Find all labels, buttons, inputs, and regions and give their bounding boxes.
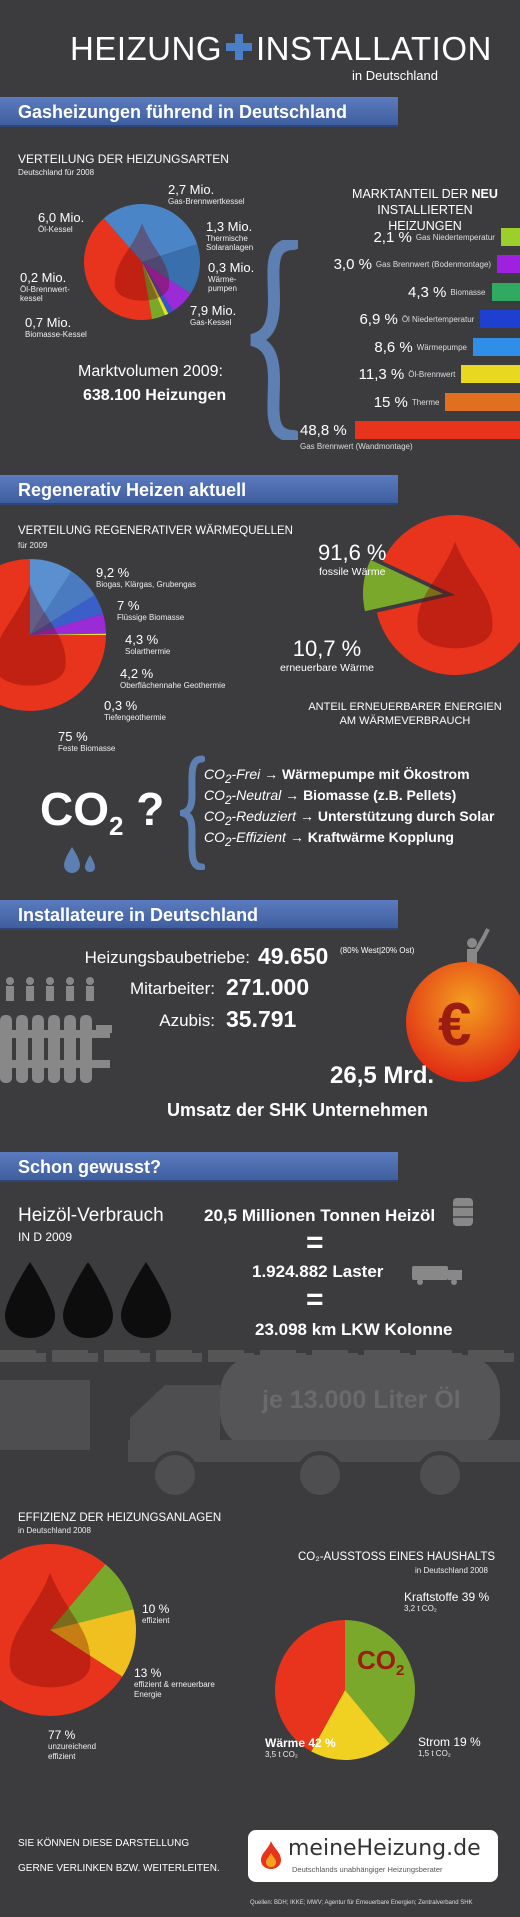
pie2-title: VERTEILUNG REGENERATIVER WÄRMEQUELLEN [18, 525, 293, 537]
market-bar-value: 2,1 % [373, 228, 412, 246]
pie5-label-unzureichend: 77 % unzureichend effizient [48, 1728, 97, 1761]
market-bar-value: 6,9 % [359, 310, 398, 328]
footer-line2: GERNE VERLINKEN BZW. WEITERLEITEN. [18, 1863, 220, 1874]
renewable-share-caption: ANTEIL ERNEUERBARER ENERGIEN AM WÄRMEVERBRAUCH [308, 701, 502, 727]
sources: Quellen: BDH; IKKE; MWV; Agentur für Erneuerbare Energien; Zentralverband SHK [250, 1900, 473, 1906]
revenue-value: 26,5 Mrd. [330, 1062, 435, 1089]
footer-line1: SIE KÖNNEN DIESE DARSTELLUNG [18, 1838, 190, 1849]
row2-label: Mitarbeiter: [129, 979, 215, 998]
market-volume-value: 638.100 Heizungen [83, 387, 227, 404]
barrel-icon [452, 1196, 474, 1228]
brace-icon [248, 240, 298, 440]
fossil-share: 91,6 % fossile Wärme [318, 540, 387, 578]
market-share-title: MARKTANTEIL DER NEU INSTALLIERTEN HEIZUNGEN [352, 187, 498, 233]
market-bar-value: 48,8 % [300, 421, 347, 439]
market-bar-label: Therme [411, 397, 440, 407]
brace-icon-co2 [180, 755, 205, 870]
market-bar-value: 4,3 % [408, 283, 447, 301]
market-bar-value: 3,0 % [333, 255, 372, 273]
revenue-label: Umsatz der SHK Unternehmen [167, 1100, 429, 1120]
market-bar-label: Öl Niedertemperatur [401, 314, 475, 324]
co2-center-text: $CO_2$ [357, 1645, 405, 1680]
logo-tagline: Deutschlands unabhängiger Heizungsberater [292, 1865, 443, 1874]
market-bar-row [300, 421, 520, 451]
flame-logo-icon [260, 1840, 282, 1870]
row3-value: 35.791 [226, 1006, 297, 1032]
pie6-title: CO₂-AUSSTOSS EINES HAUSHALTS [298, 1551, 496, 1563]
pie1-subtitle: Deutschland für 2008 [18, 168, 95, 177]
pie2-label-solar: 4,3 % Solarthermie [125, 632, 171, 656]
co2-line-neutral: $CO_2$-Neutral → Biomasse (z.B. Pellets) [204, 787, 457, 807]
market-bar [492, 283, 520, 301]
pie1-label-gasbrennwert: 2,7 Mio. Gas-Brennwertkessel [168, 182, 245, 206]
market-bar [445, 393, 520, 411]
market-bar-label: Wärmepumpe [416, 342, 467, 352]
section-banner-schon-gewusst [0, 1152, 398, 1182]
market-bar [355, 421, 520, 439]
title-left: HEIZUNG [70, 30, 222, 67]
pie2-label-feste-biomasse: 75 % Feste Biomasse [58, 729, 116, 753]
fact-kolonne: 23.098 km LKW Kolonne [255, 1320, 453, 1339]
pie2-label-fluessig: 7 % Flüssige Biomasse [117, 598, 185, 622]
fact-laster: 1.924.882 Laster [252, 1262, 384, 1281]
co2-list [204, 766, 514, 850]
market-bar-label: Gas Brennwert (Wandmontage) [300, 442, 413, 451]
oil-subtitle: IN D 2009 [18, 1230, 73, 1244]
market-bar-row [334, 255, 520, 273]
equals-sign-2: = [306, 1283, 324, 1316]
market-bar-row [374, 393, 520, 411]
truck-convoy-icon [0, 1350, 520, 1505]
row1-value: 49.650 [258, 943, 329, 969]
pie6-label-strom: Strom 19 % 1,5 t CO₂ [418, 1735, 481, 1758]
section-banner-regenerativ [0, 475, 398, 505]
pie1-label-oelbrennwert: 0,2 Mio. Öl-Brennwert- kessel [20, 270, 70, 303]
oil-drops-icon [0, 1260, 180, 1340]
market-bar-row [359, 365, 520, 383]
pie5-label-effizient: 10 % effizient [142, 1602, 170, 1625]
section-banner-gas [0, 97, 398, 127]
pie6-label-waerme: Wärme 42 % 3,5 t CO₂ [265, 1736, 336, 1759]
co2-line-reduziert: $CO_2$-Reduziert → Unterstützung durch Solar [204, 808, 495, 828]
market-bar-value: 15 % [373, 393, 408, 411]
euro-symbol: € [438, 991, 472, 1058]
plus-icon [224, 32, 254, 62]
pie-heating-types [80, 200, 205, 325]
market-bar-label: Öl-Brennwert [408, 369, 456, 379]
pie6-label-kraftstoffe: Kraftstoffe 39 % 3,2 t CO₂ [404, 1590, 490, 1613]
equals-sign: = [306, 1226, 324, 1259]
pie1-label-gaskessel: 7,9 Mio. Gas-Kessel [190, 303, 237, 327]
pie1-label-waermepumpen: 0,3 Mio. Wärme- pumpen [208, 260, 255, 293]
truck-icon-small [412, 1264, 464, 1286]
market-bar-label: Biomasse [450, 287, 486, 297]
market-bar [473, 338, 520, 356]
section-banner-text: Gasheizungen führend in Deutschland [18, 102, 348, 122]
market-bar-label: Gas Brennwert (Bodenmontage) [375, 259, 492, 269]
market-bar-label: Gas Niedertemperatur [415, 232, 495, 242]
section-banner-text: Schon gewusst? [18, 1157, 162, 1177]
co2-line-effizient: $CO_2$-Effizient → Kraftwärme Kopplung [204, 829, 454, 849]
row2-value: 271.000 [226, 974, 310, 1000]
market-bar [497, 255, 520, 273]
co2-line-frei: $CO_2$-Frei → Wärmepumpe mit Ökostrom [204, 766, 470, 786]
market-bar [480, 310, 520, 328]
market-bar-value: 11,3 % [358, 365, 405, 383]
fact-heizoel: 20,5 Millionen Tonnen Heizöl [204, 1206, 436, 1225]
title-right: INSTALLATION [256, 30, 492, 67]
pie1-label-solar: 1,3 Mio. Thermische Solaranlagen [206, 219, 254, 252]
pie5-title: EFFIZIENZ DER HEIZUNGSANLAGEN [18, 1512, 222, 1524]
pie2-label-biogas: 9,2 % Biogas, Klärgas, Grubengas [96, 565, 197, 589]
market-bar-row [373, 228, 520, 246]
droplet-icon [60, 845, 100, 881]
pie1-label-oelkessel: 6,0 Mio. Öl-Kessel [38, 210, 85, 234]
pie5-subtitle: in Deutschland 2008 [18, 1526, 91, 1535]
market-bar-row [408, 283, 520, 301]
renewable-share: 10,7 % erneuerbare Wärme [280, 636, 374, 674]
truck-capacity-text: je 13.000 Liter Öl [262, 1386, 461, 1414]
pie-renewable-sources [0, 555, 110, 715]
section-banner-text: Installateure in Deutschland [18, 905, 259, 925]
pie2-label-geothermie: 4,2 % Oberflächennahe Geothermie [120, 666, 226, 690]
market-bar [501, 228, 520, 246]
pie5-label-erneuerbar: 13 % effizient & erneuerbare Energie [134, 1666, 215, 1699]
market-bar-row [359, 310, 520, 328]
oil-title: Heizöl-Verbrauch [18, 1205, 164, 1226]
page-subtitle: in Deutschland [352, 68, 438, 83]
row1-note: (80% West|20% Ost) [340, 946, 415, 955]
pie-renewable-share [360, 510, 520, 690]
row1-label: Heizungsbaubetriebe: [84, 948, 250, 967]
market-bar [461, 365, 520, 383]
workers-radiator-icon [0, 975, 125, 1090]
row3-label: Azubis: [159, 1011, 215, 1030]
section-banner-installateure [0, 900, 398, 930]
pie-efficiency [0, 1540, 140, 1720]
pie1-title: VERTEILUNG DER HEIZUNGSARTEN [18, 152, 229, 166]
header [0, 0, 520, 95]
pie1-label-biomasse: 0,7 Mio. Biomasse-Kessel [25, 315, 87, 339]
logo-name: meineHeizung.de [288, 1836, 481, 1861]
page-title [70, 30, 492, 68]
pie2-label-tiefengeo: 0,3 % Tiefengeothermie [104, 698, 166, 722]
market-bar-row [374, 338, 520, 356]
pie2-subtitle: für 2009 [18, 541, 48, 550]
logo-box[interactable] [248, 1830, 498, 1882]
section-banner-text: Regenerativ Heizen aktuell [18, 480, 247, 500]
market-bar-value: 8,6 % [374, 338, 413, 356]
co2-question: $CO_2$ ? [40, 783, 165, 842]
pie6-subtitle: in Deutschland 2008 [415, 1566, 488, 1575]
market-volume-label: Marktvolumen 2009: [78, 363, 223, 380]
